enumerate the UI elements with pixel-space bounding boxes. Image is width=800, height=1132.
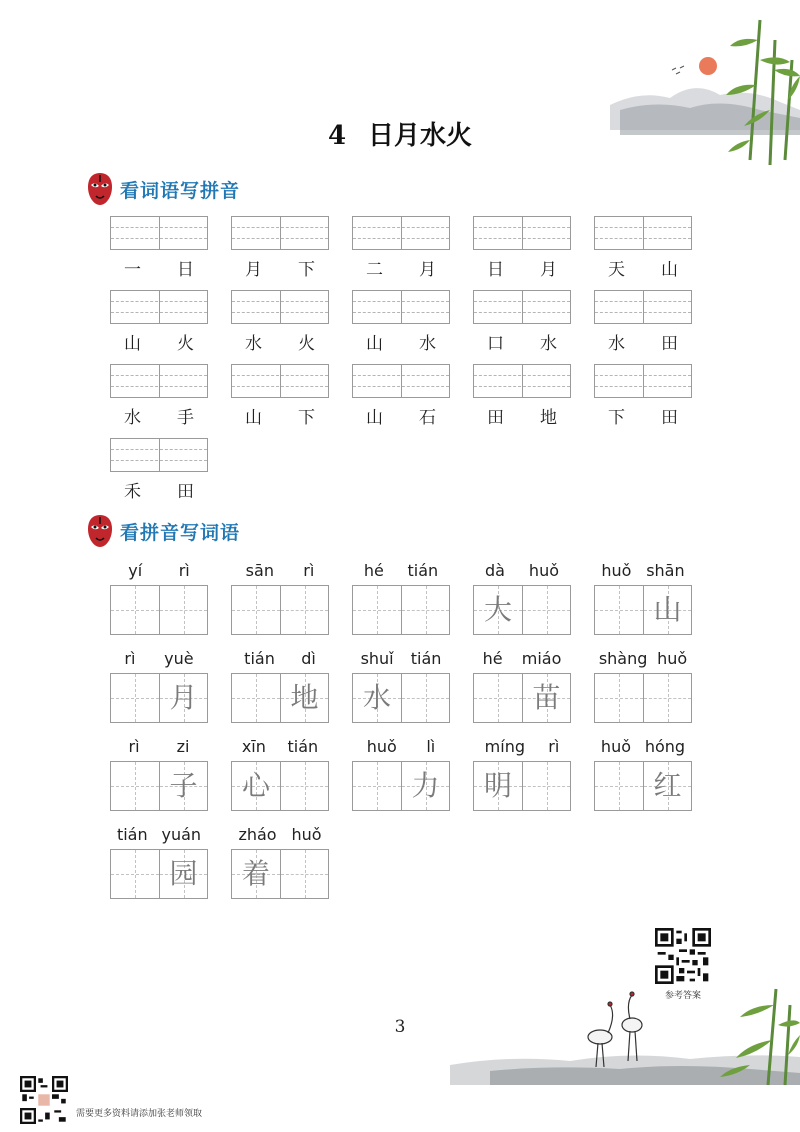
character-cell[interactable] (280, 674, 328, 722)
pinyin-syllable: shān (646, 561, 685, 580)
word-character: 田 (661, 408, 678, 428)
pinyin-prompt (352, 649, 450, 668)
character-cell[interactable] (353, 674, 401, 722)
pinyin-writing-box[interactable] (110, 364, 208, 398)
word-character: 日 (177, 260, 194, 280)
word-character: 月 (419, 260, 436, 280)
character-grid-box[interactable] (231, 849, 329, 899)
character-grid-box[interactable] (110, 673, 208, 723)
character-cell[interactable] (595, 674, 643, 722)
pinyin-syllable: huǒ (657, 649, 688, 668)
pinyin-syllable: hé (482, 649, 503, 668)
word-character: 火 (298, 334, 315, 354)
vocabulary-word (473, 329, 571, 354)
pinyin-syllable: dà (484, 561, 505, 580)
character-grid-box[interactable] (231, 585, 329, 635)
character-grid-box[interactable] (231, 761, 329, 811)
character-cell[interactable] (111, 850, 159, 898)
vocabulary-word (231, 329, 329, 354)
character-cell[interactable] (280, 762, 328, 810)
word-character: 水 (540, 334, 557, 354)
character-grid-box[interactable] (594, 761, 692, 811)
lesson-number: 4 (327, 121, 347, 151)
pinyin-writing-box[interactable] (594, 290, 692, 324)
avatar-icon (38, 1094, 49, 1105)
pinyin-prompt (473, 649, 571, 668)
hint-character: 着 (241, 857, 270, 890)
word-character: 水 (608, 334, 625, 354)
character-grid-box[interactable] (110, 761, 208, 811)
character-cell[interactable] (353, 762, 401, 810)
character-cell[interactable] (159, 762, 207, 810)
section-heading-label: 看拼音写词语 (120, 521, 241, 544)
pinyin-syllable: zi (176, 737, 190, 756)
pinyin-writing-box[interactable] (352, 290, 450, 324)
word-character: 下 (298, 408, 315, 428)
vocabulary-word (110, 255, 208, 280)
character-cell[interactable] (280, 586, 328, 634)
pinyin-writing-box[interactable] (231, 364, 329, 398)
pinyin-prompt (594, 561, 692, 580)
word-character: 月 (245, 260, 262, 280)
hint-character: 力 (411, 769, 440, 802)
pinyin-syllable: huǒ (291, 825, 322, 844)
hint-character: 心 (241, 769, 270, 802)
character-cell[interactable] (643, 674, 691, 722)
word-character: 火 (177, 334, 194, 354)
character-cell[interactable] (111, 674, 159, 722)
word-character: 口 (487, 334, 504, 354)
vocabulary-word (594, 255, 692, 280)
character-cell[interactable] (232, 762, 280, 810)
vocabulary-word (110, 477, 208, 502)
pinyin-prompt (473, 737, 571, 756)
vocabulary-word (473, 255, 571, 280)
character-cell[interactable] (595, 762, 643, 810)
word-character: 山 (245, 408, 262, 428)
vocabulary-word (110, 329, 208, 354)
pinyin-writing-box[interactable] (352, 364, 450, 398)
pinyin-syllable: sān (245, 561, 274, 580)
hint-character: 子 (169, 769, 198, 802)
word-character: 水 (124, 408, 141, 428)
character-cell[interactable] (401, 586, 449, 634)
character-grid-box[interactable] (594, 585, 692, 635)
pinyin-writing-box[interactable] (231, 216, 329, 250)
pinyin-syllable: yuán (161, 825, 202, 844)
word-character: 水 (419, 334, 436, 354)
word-character: 手 (177, 408, 194, 428)
pinyin-writing-box[interactable] (352, 216, 450, 250)
section-heading-label: 看词语写拼音 (120, 179, 241, 202)
character-grid-box[interactable] (352, 761, 450, 811)
hint-character: 水 (362, 681, 391, 714)
pinyin-writing-box[interactable] (594, 216, 692, 250)
vocabulary-word (231, 255, 329, 280)
hint-character: 红 (653, 769, 682, 802)
hint-character: 大 (483, 593, 512, 626)
word-character: 下 (608, 408, 625, 428)
character-grid-box[interactable] (352, 585, 450, 635)
pinyin-syllable: rì (303, 561, 315, 580)
hint-character: 园 (169, 857, 198, 890)
pinyin-syllable: tián (287, 737, 319, 756)
word-character: 地 (540, 408, 557, 428)
pinyin-syllable: rì (128, 737, 140, 756)
pinyin-syllable: shàng (598, 649, 648, 668)
character-grid-box[interactable] (110, 849, 208, 899)
pinyin-writing-box[interactable] (110, 216, 208, 250)
pinyin-prompt (110, 825, 208, 844)
word-character: 月 (540, 260, 557, 280)
vocabulary-word (594, 329, 692, 354)
word-character: 禾 (124, 482, 141, 502)
pinyin-prompt (594, 649, 692, 668)
pinyin-syllable: tián (407, 561, 439, 580)
pinyin-prompt (231, 561, 329, 580)
character-cell[interactable] (474, 762, 522, 810)
vocabulary-word (352, 329, 450, 354)
word-character: 田 (487, 408, 504, 428)
pinyin-syllable: tián (116, 825, 148, 844)
character-grid-box[interactable] (473, 585, 571, 635)
pinyin-syllable: dì (301, 649, 316, 668)
character-cell[interactable] (111, 586, 159, 634)
pinyin-prompt (110, 737, 208, 756)
character-cell[interactable] (232, 586, 280, 634)
character-grid-box[interactable] (594, 673, 692, 723)
hint-character: 地 (290, 681, 319, 714)
word-character: 山 (366, 408, 383, 428)
vocabulary-word (352, 255, 450, 280)
pinyin-syllable: rì (548, 737, 560, 756)
pinyin-syllable: rì (178, 561, 190, 580)
word-character: 天 (608, 260, 625, 280)
pinyin-syllable: tián (410, 649, 442, 668)
word-character: 田 (177, 482, 194, 502)
pinyin-writing-box[interactable] (473, 290, 571, 324)
answer-qr-code[interactable] (655, 928, 711, 984)
pinyin-writing-box[interactable] (473, 364, 571, 398)
vocabulary-word (110, 403, 208, 428)
character-grid-box[interactable] (352, 673, 450, 723)
character-cell[interactable] (643, 762, 691, 810)
pinyin-syllable: míng (484, 737, 525, 756)
character-cell[interactable] (401, 674, 449, 722)
word-character: 山 (366, 334, 383, 354)
character-cell[interactable] (522, 586, 570, 634)
character-cell[interactable] (159, 674, 207, 722)
hint-character: 山 (653, 593, 682, 626)
contact-qr-code[interactable] (20, 1076, 68, 1124)
character-cell[interactable] (232, 850, 280, 898)
character-cell[interactable] (232, 674, 280, 722)
pinyin-syllable: huǒ (600, 737, 631, 756)
pinyin-writing-box[interactable] (473, 216, 571, 250)
vocabulary-word (352, 403, 450, 428)
pinyin-syllable: yí (128, 561, 143, 580)
pinyin-writing-box[interactable] (594, 364, 692, 398)
sun-icon (699, 57, 717, 75)
character-grid-box[interactable] (110, 585, 208, 635)
pinyin-prompt (231, 737, 329, 756)
character-grid-box[interactable] (473, 761, 571, 811)
pinyin-syllable: tián (244, 649, 275, 668)
pinyin-prompt (594, 737, 692, 756)
lesson-name: 日月水火 (368, 121, 473, 151)
pinyin-syllable: huǒ (601, 561, 632, 580)
word-character: 一 (124, 260, 141, 280)
pinyin-prompt (352, 561, 450, 580)
word-character: 山 (661, 260, 678, 280)
pinyin-syllable: zháo (238, 825, 277, 844)
vocabulary-word (231, 403, 329, 428)
pinyin-prompt (231, 825, 329, 844)
vocabulary-word (594, 403, 692, 428)
character-grid-box[interactable] (473, 673, 571, 723)
character-cell[interactable] (522, 674, 570, 722)
pinyin-syllable: huǒ (366, 737, 397, 756)
character-cell[interactable] (474, 586, 522, 634)
page-number: 3 (394, 1017, 406, 1037)
word-character: 山 (124, 334, 141, 354)
pinyin-prompt (231, 649, 329, 668)
lesson-title (0, 115, 800, 152)
qr-code-label: 参考答案 (664, 991, 701, 1001)
pinyin-prompt (110, 561, 208, 580)
character-grid-box[interactable] (231, 673, 329, 723)
footer-contact-text: 需要更多资料请添加张老师领取 (76, 1109, 203, 1119)
hint-character: 苗 (532, 681, 561, 714)
pinyin-syllable: shuǐ (360, 649, 394, 668)
pinyin-syllable: hé (363, 561, 384, 580)
pinyin-syllable: yuè (164, 649, 194, 668)
pinyin-writing-box[interactable] (231, 290, 329, 324)
character-cell[interactable] (111, 762, 159, 810)
word-character: 日 (487, 260, 504, 280)
word-character: 二 (366, 260, 383, 280)
character-cell[interactable] (353, 586, 401, 634)
pinyin-syllable: hóng (644, 737, 686, 756)
opera-mask-icon (86, 514, 114, 548)
character-cell[interactable] (643, 586, 691, 634)
section-heading-pinyin-to-words (86, 514, 240, 548)
character-cell[interactable] (280, 850, 328, 898)
character-cell[interactable] (595, 586, 643, 634)
opera-mask-icon (86, 172, 114, 206)
character-cell[interactable] (159, 850, 207, 898)
pinyin-syllable: lì (426, 737, 436, 756)
pinyin-syllable: rì (124, 649, 136, 668)
pinyin-syllable: miáo (521, 649, 562, 668)
word-character: 石 (419, 408, 436, 428)
pinyin-writing-box[interactable] (110, 290, 208, 324)
section-heading-words-to-pinyin (86, 172, 240, 206)
hint-character: 月 (169, 681, 198, 714)
pinyin-syllable: huǒ (528, 561, 559, 580)
character-cell[interactable] (522, 762, 570, 810)
pinyin-prompt (110, 649, 208, 668)
hint-character: 明 (483, 769, 512, 802)
vocabulary-word (473, 403, 571, 428)
character-cell[interactable] (474, 674, 522, 722)
pinyin-prompt (473, 561, 571, 580)
word-character: 下 (298, 260, 315, 280)
word-character: 田 (661, 334, 678, 354)
character-cell[interactable] (159, 586, 207, 634)
pinyin-syllable: xīn (241, 737, 266, 756)
character-cell[interactable] (401, 762, 449, 810)
word-character: 水 (245, 334, 262, 354)
pinyin-prompt (352, 737, 450, 756)
pinyin-writing-box[interactable] (110, 438, 208, 472)
